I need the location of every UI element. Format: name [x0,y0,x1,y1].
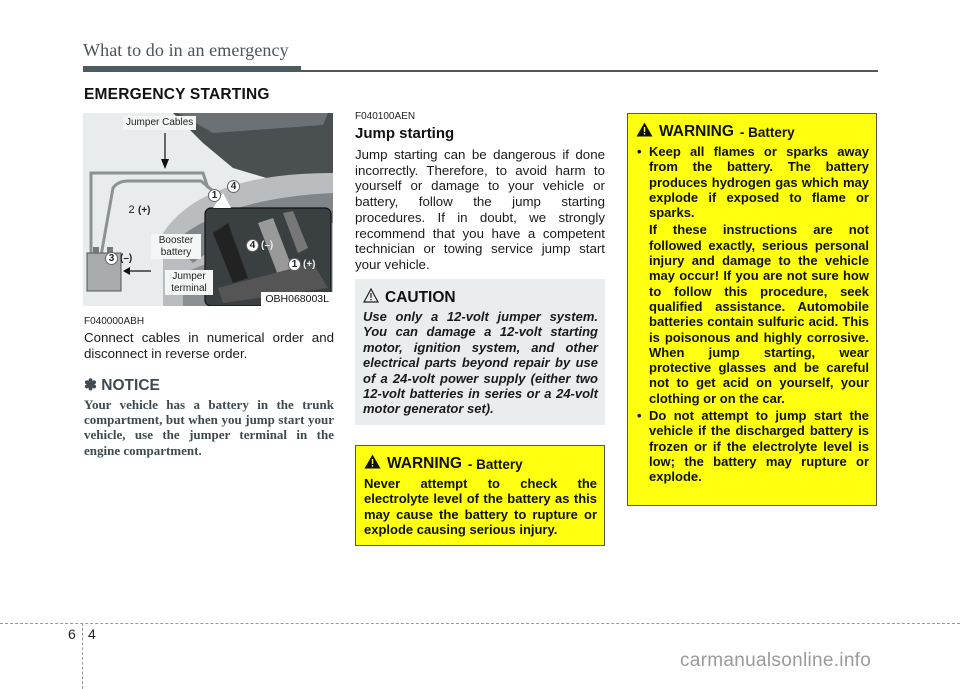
notice-title: ✽ NOTICE [84,377,160,394]
warning-box-electrolyte [355,445,605,546]
warning-bullet-text: • Keep all flames or sparks away from the battery. The battery produces hydrogen gas which may explode if exposed to flame or sparks. [649,144,869,221]
page-number: 4 [88,626,96,642]
warning-bullet-text: • Do not attempt to jump start the vehicle if the discharged battery is frozen or if the electrolyte level is low; the battery may rupture or explode. [649,408,869,485]
callout-1-inset: 1 [288,258,301,271]
callout-1-sign: (+) [303,259,316,270]
callout-3-sign: (–) [120,253,133,264]
caution-box [355,279,605,425]
warning-box-battery [627,113,877,506]
warning-title: WARNING [659,123,734,140]
subsection-title: Jump starting [355,125,455,142]
callout-4-sign: (–) [261,240,274,251]
header-rule-thick [83,66,301,72]
caution-title: CAUTION [385,289,456,306]
jump-start-illustration [83,113,333,306]
callout-2: 2 [128,204,135,216]
warning-bullet [636,408,869,484]
section-title: EMERGENCY STARTING [84,86,270,103]
section-code: F040100AEN [355,111,416,122]
watermark: carmanualsonline.info [680,650,872,671]
callout-4-inset: 4 [246,239,259,252]
callout-4-top: 4 [227,180,240,193]
caution-body: Use only a 12-volt jumper system. You can damage a 12-volt starting motor, ignition system, and other electrical parts beyond repair by use of a 24-volt power supply (either two 12-volt batteries in series or a 24-volt motor generator set). [363,309,598,417]
connect-instructions: Connect cables in numerical order and disconnect in reverse order. [84,330,334,361]
footer-vertical-divider [82,623,83,689]
warning-body: Never attempt to check the electrolyte level of the battery as this may cause the battery to rupture or explode causing serious injury. [364,476,597,537]
callout-1-top: 1 [208,189,221,202]
caution-triangle-outline-icon [363,288,379,308]
warning-triangle-filled-icon [364,454,381,474]
callout-2-sign: (+) [138,205,151,216]
chapter-header-title: What to do in an emergency [83,40,289,60]
warning-bullet-extra: If these instructions are not followed exactly, serious personal injury and damage to the vehicle may occur! If you are not sure how to follow this procedure, seek qualified assistance. Automobile batteries contain sulfuric acid. This is poisonous and highly corrosive. When jump starting, wear protective glasses and be careful not to get acid on yourself, your clothing or on the car. [649,222,869,406]
figure-label-jumper-cables: Jumper Cables [123,116,196,130]
notice-body: Your vehicle has a battery in the trunk compartment, but when you jump start your vehicle, use the jumper terminal in the engine compartment. [84,397,334,458]
figure-code: OBH068003L [261,292,333,306]
warning-bullet [636,144,869,406]
header-rule-thin [300,70,878,72]
warning-title: WARNING [387,455,462,472]
figure-label-jumper-terminal: Jumper terminal [165,270,213,295]
chapter-number: 6 [68,626,76,642]
footer-divider [0,623,960,624]
section-code: F040000ABH [84,316,145,327]
figure-label-booster-battery: Booster battery [151,234,201,259]
callout-3: 3 [105,252,118,265]
warning-triangle-filled-icon [636,122,653,142]
warning-bullet-list [636,144,869,485]
warning-subtitle: - Battery [739,124,795,140]
jump-starting-body: Jump starting can be dangerous if done incorrectly. Therefore, to avoid harm to yourself or damage to your vehicle or battery, follow the jump starting procedures. If in doubt, we strongly recommend that you have a competent technician or towing service jump start your vehicle. [355,147,605,272]
warning-subtitle: - Battery [467,456,523,472]
